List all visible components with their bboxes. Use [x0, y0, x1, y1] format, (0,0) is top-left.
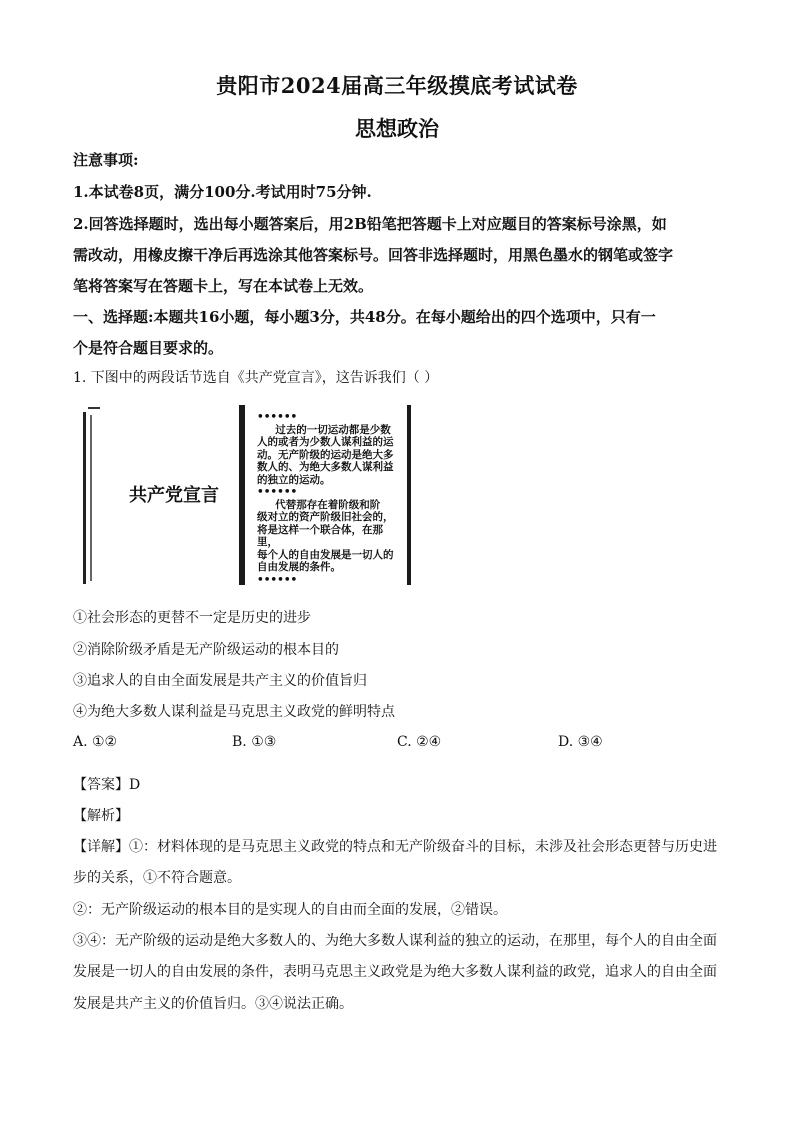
detail-line-1: 【详解】①：材料体现的是马克思主义政党的特点和无产阶级奋斗的目标，未涉及社会形态更替与历史进 — [73, 839, 717, 855]
excerpt-left-border — [239, 405, 245, 585]
analysis-label: 【解析】 — [73, 808, 129, 824]
detail-line-6: 发展是共产主义的价值旨归。③④说法正确。 — [73, 996, 353, 1012]
option-c: C. ②④ — [397, 734, 442, 750]
section-heading-line-1: 一、选择题:本题共16小题，每小题3分，共48分。在每小题给出的四个选项中，只有一 — [73, 308, 656, 326]
detail-line-4: ③④：无产阶级的运动是绝大多数人的、为绝大多数人谋利益的独立的运动，在那里，每个人的自由全面 — [73, 933, 717, 949]
manifesto-excerpt-text: •••••• 过去的一切运动都是少数 人的或者为少数人谋利益的运 动。无产阶级的运动是绝大多 数人的、为绝大多数人谋利益 的独立的运动。 •••••• 代替那存在着阶级和阶 级对立的资产阶级旧社会的， 将是这样一个联合体，在那里， 每个人的自由发展是一切人的 自由发展的条件。 •••••• — [257, 411, 394, 586]
notice-item-1: 1.本试卷8页，满分100分.考试用时75分钟. — [73, 183, 372, 201]
book-spine-inner-edge — [90, 415, 92, 581]
exam-subject: 思想政治 — [355, 116, 439, 141]
section-heading-line-2: 个是符合题目要求的。 — [73, 339, 224, 357]
option-b: B. ①③ — [232, 734, 277, 750]
excerpt-right-border — [407, 405, 411, 585]
statement-3: ③追求人的自由全面发展是共产主义的价值旨归 — [73, 673, 367, 689]
book-cover-image — [83, 407, 238, 587]
detail-line-2: 步的关系，①不符合题意。 — [73, 870, 241, 886]
notice-heading: 注意事项: — [73, 151, 139, 169]
detail-line-3: ②：无产阶级运动的根本目的是实现人的自由而全面的发展，②错误。 — [73, 902, 507, 918]
exam-title: 贵阳市2024届高三年级摸底考试试卷 — [216, 73, 578, 98]
manifesto-excerpt-image — [239, 405, 411, 585]
detail-line-5: 发展是一切人的自由发展的条件，表明马克思主义政党是为绝大多数人谋利益的政党，追求人的自由全面 — [73, 964, 717, 980]
option-a: A. ①② — [73, 734, 118, 750]
statement-1: ①社会形态的更替不一定是历史的进步 — [73, 610, 311, 626]
answer-line: 【答案】D — [73, 777, 141, 793]
notice-item-2-line-1: 2.回答选择题时，选出每小题答案后，用2B铅笔把答题卡上对应题目的答案标号涂黑，如 — [73, 215, 667, 233]
book-spine-cap — [88, 407, 100, 415]
notice-item-2-line-3: 笔将答案写在答题卡上，写在本试卷上无效。 — [73, 277, 374, 295]
option-d: D. ③④ — [558, 734, 603, 750]
statement-2: ②消除阶级矛盾是无产阶级运动的根本目的 — [73, 642, 339, 658]
statement-4: ④为绝大多数人谋利益是马克思主义政党的鲜明特点 — [73, 704, 395, 720]
book-spine-edge — [83, 412, 86, 584]
question-1-stem: 1. 下图中的两段话节选自《共产党宣言》，这告诉我们（ ） — [73, 370, 439, 386]
notice-item-2-line-2: 需改动，用橡皮擦干净后再选涂其他答案标号。回答非选择题时，用黑色墨水的钢笔或签字 — [73, 246, 674, 264]
book-cover-title: 共产党宣言 — [129, 485, 219, 506]
